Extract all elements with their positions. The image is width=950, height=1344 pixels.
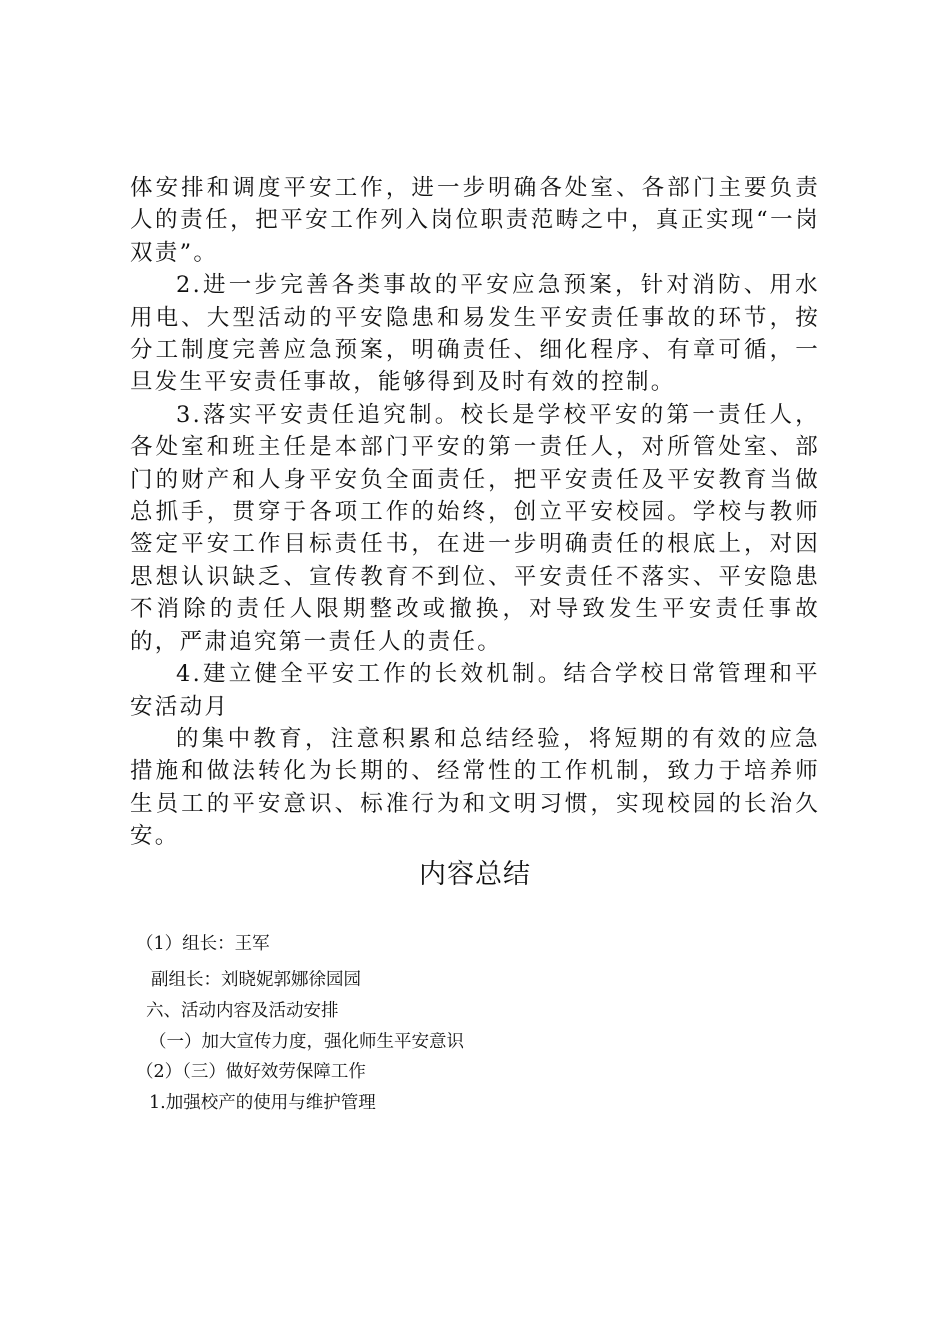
summary-line: （一）加大宣传力度，强化师生平安意识: [149, 1032, 464, 1052]
paragraph-continuation: 体安排和调度平安工作，进一步明确各处室、各部门主要负责人的责任，把平安工作列入岗位职责范畴之中，真正实现“一岗双责”。: [130, 175, 820, 266]
summary-title: 内容总结: [419, 859, 531, 890]
summary-line: （2）（三）做好效劳保障工作: [136, 1062, 366, 1082]
summary-line: 副组长：刘晓妮郭娜徐园园: [151, 970, 361, 990]
paragraph-item-4: 4.建立健全平安工作的长效机制。结合学校日常管理和平安活动月: [130, 661, 820, 720]
document-body: [130, 172, 820, 853]
paragraph-item-4-cont: 的集中教育，注意积累和总结经验，将短期的有效的应急措施和做法转化为长期的、经常性的工作机制，致力于培养师生员工的平安意识、标准行为和文明习惯，实现校园的长治久安。: [130, 725, 820, 850]
paragraph-item-3: 3.落实平安责任追究制。校长是学校平安的第一责任人，各处室和班主任是本部门平安的第一责任人，对所管处室、部门的财产和人身平安负全面责任，把平安责任及平安教育当做总抓手，贯穿于各项工作的始终，创立平安校园。学校与教师签定平安工作目标责任书，在进一步明确责任的根底上，对因思想认识缺乏、宣传教育不到位、平安责任不落实、平安隐患不消除的责任人限期整改或撤换，对导致发生平安责任事故的，严肃追究第一责任人的责任。: [130, 401, 820, 655]
summary-line: 1.加强校产的使用与维护管理: [149, 1093, 376, 1113]
summary-line: 六、活动内容及活动安排: [146, 1001, 339, 1021]
summary-line: （1）组长：王军: [136, 934, 270, 954]
paragraph-item-2: 2.进一步完善各类事故的平安应急预案，针对消防、用水用电、大型活动的平安隐患和易发生平安责任事故的环节，按分工制度完善应急预案，明确责任、细化程序、有章可循，一旦发生平安责任事故，能够得到及时有效的控制。: [130, 272, 820, 396]
